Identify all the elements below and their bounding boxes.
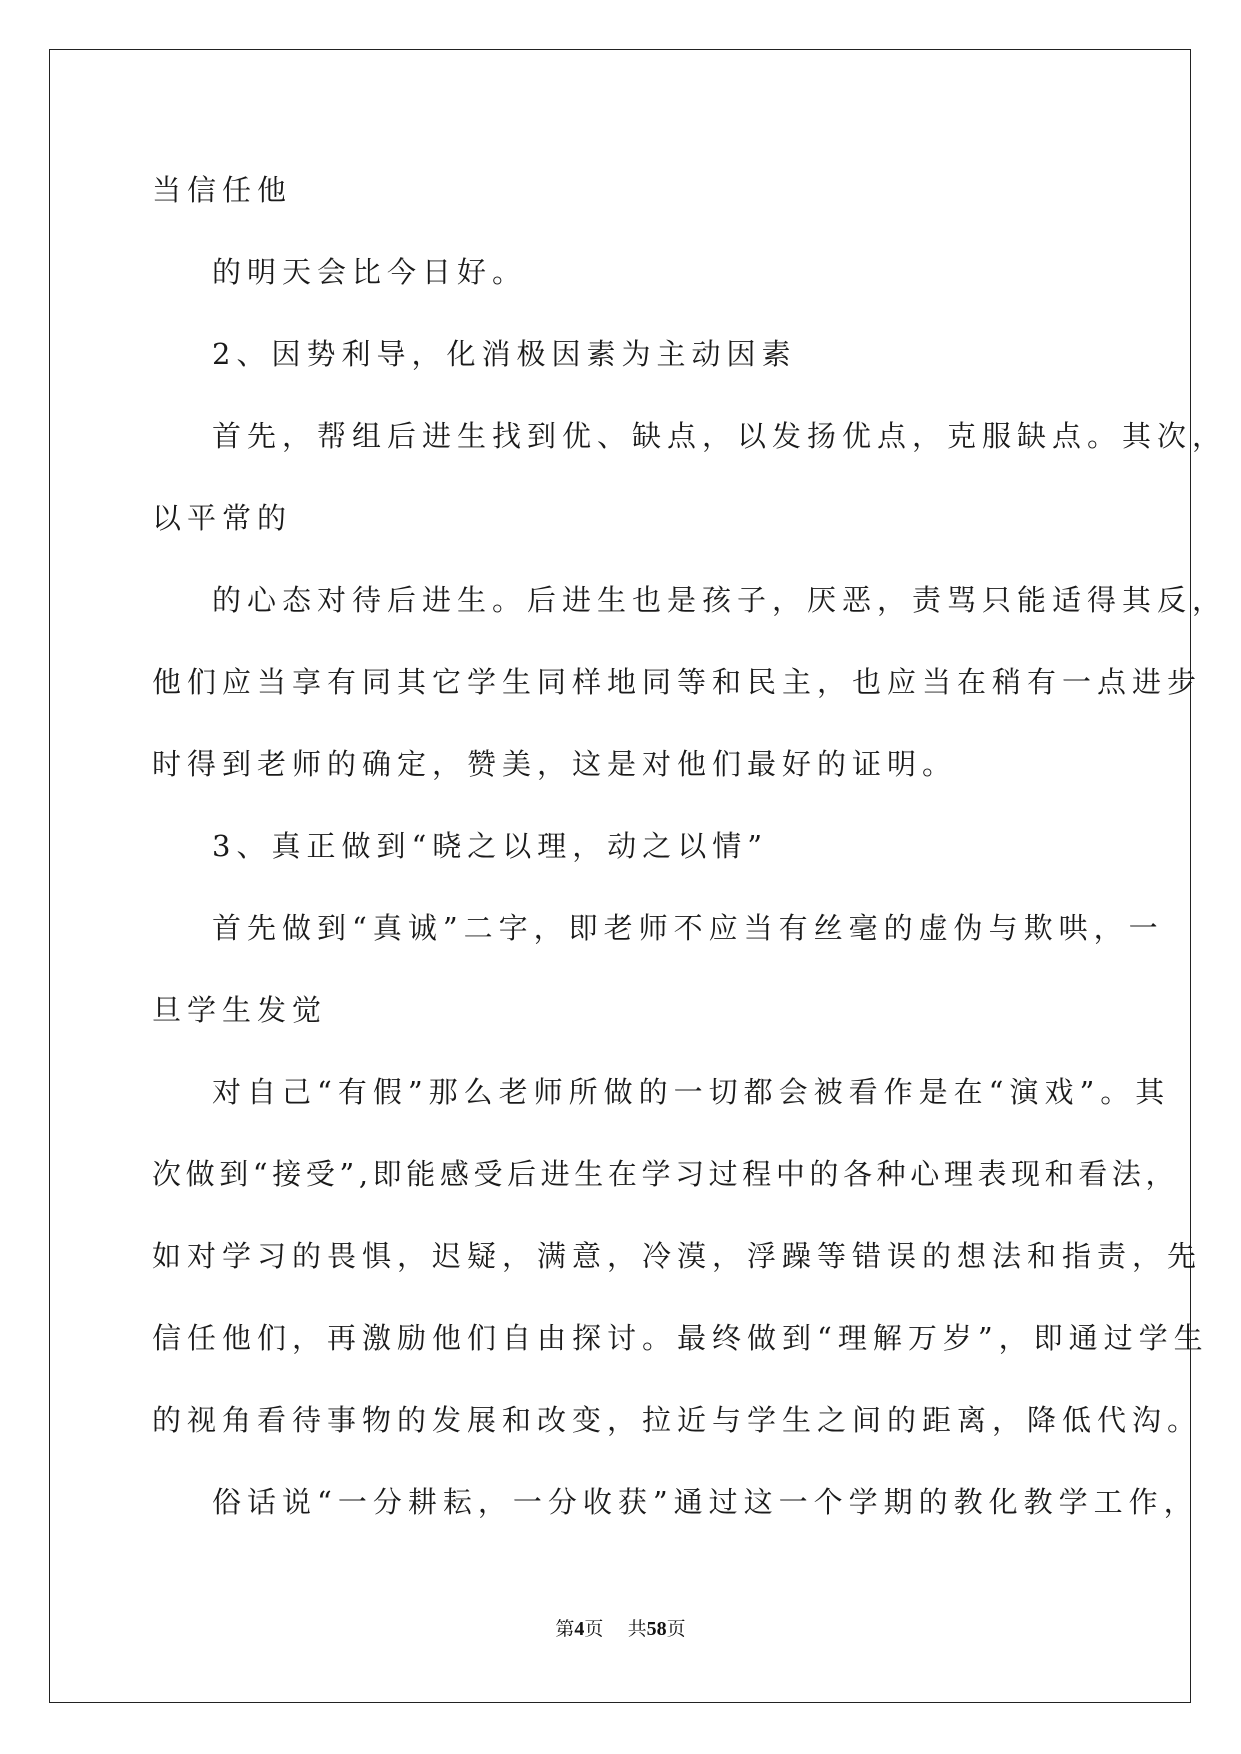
- page-border: [49, 49, 1191, 1703]
- text-line-2: 的明天会比今日好。: [212, 255, 528, 289]
- footer-total-suffix: 页: [666, 1618, 686, 1640]
- footer-total-prefix: 共: [627, 1618, 647, 1640]
- text-line-9: 3、真正做到“晓之以理，动之以情”: [212, 829, 769, 863]
- footer-total-pages: 58: [646, 1618, 667, 1640]
- text-line-14: 如对学习的畏惧，迟疑，满意，冷漠，浮躁等错误的想法和指责，先: [152, 1239, 1203, 1273]
- text-line-11: 旦学生发觉: [152, 993, 328, 1027]
- text-line-1: 当信任他: [152, 173, 293, 207]
- text-line-5: 以平常的: [152, 501, 293, 535]
- text-line-3: 2、因势利导，化消极因素为主动因素: [212, 337, 797, 371]
- page-footer: [0, 1614, 1241, 1641]
- text-line-7: 他们应当享有同其它学生同样地同等和民主，也应当在稍有一点进步: [152, 665, 1203, 699]
- text-line-4: 首先，帮组后进生找到优、缺点，以发扬优点，克服缺点。其次，: [212, 419, 1228, 453]
- text-line-13: 次做到“接受”,即能感受后进生在学习过程中的各种心理表现和看法，: [152, 1157, 1180, 1191]
- text-line-6: 的心态对待后进生。后进生也是孩子，厌恶，责骂只能适得其反，: [212, 583, 1228, 617]
- footer-page-suffix: 页: [584, 1618, 604, 1640]
- text-line-15: 信任他们，再激励他们自由探讨。最终做到“理解万岁”，即通过学生: [152, 1321, 1209, 1355]
- text-line-12: 对自己“有假”那么老师所做的一切都会被看作是在“演戏”。其: [212, 1075, 1171, 1109]
- footer-prefix: 第: [555, 1618, 575, 1640]
- text-line-16: 的视角看待事物的发展和改变，拉近与学生之间的距离，降低代沟。: [152, 1403, 1203, 1437]
- text-line-8: 时得到老师的确定，赞美，这是对他们最好的证明。: [152, 747, 958, 781]
- footer-page-number: 4: [574, 1618, 585, 1640]
- text-line-10: 首先做到“真诚”二字，即老师不应当有丝毫的虚伪与欺哄，一: [212, 911, 1164, 945]
- text-line-17: 俗话说“一分耕耘，一分收获”通过这一个学期的教化教学工作，: [212, 1485, 1199, 1519]
